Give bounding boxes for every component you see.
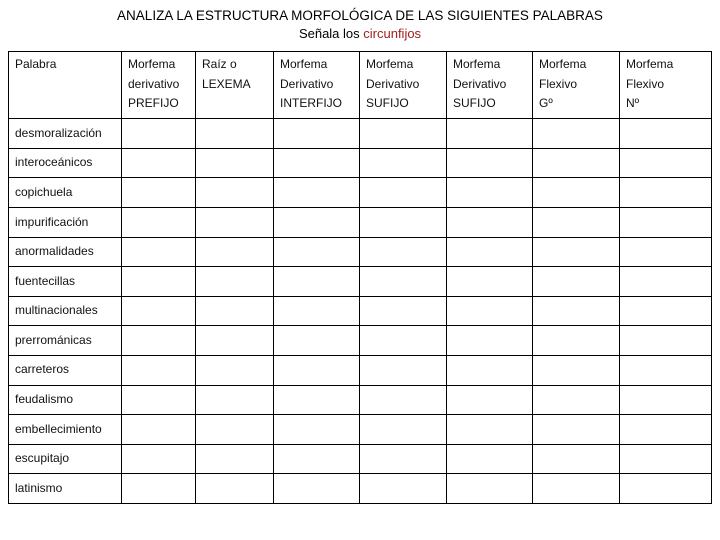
column-header-line: Morfema bbox=[539, 57, 587, 71]
subtitle-highlight: circunfijos bbox=[363, 26, 422, 41]
answer-cell[interactable] bbox=[620, 385, 712, 415]
answer-cell[interactable] bbox=[360, 208, 447, 238]
column-header-line: Palabra bbox=[15, 57, 57, 71]
column-header-line: Morfema bbox=[453, 57, 501, 71]
answer-cell[interactable] bbox=[196, 237, 274, 267]
column-header-line: Morfema bbox=[366, 57, 414, 71]
answer-cell[interactable] bbox=[447, 178, 533, 208]
answer-cell[interactable] bbox=[620, 148, 712, 178]
answer-cell[interactable] bbox=[360, 355, 447, 385]
answer-cell[interactable] bbox=[122, 208, 196, 238]
answer-cell[interactable] bbox=[533, 385, 620, 415]
column-header-line: Morfema bbox=[280, 57, 328, 71]
answer-cell[interactable] bbox=[620, 178, 712, 208]
answer-cell[interactable] bbox=[360, 148, 447, 178]
answer-cell[interactable] bbox=[620, 267, 712, 297]
answer-cell[interactable] bbox=[620, 237, 712, 267]
morphology-table bbox=[8, 51, 712, 504]
answer-cell[interactable] bbox=[447, 296, 533, 326]
word-cell: interoceánicos bbox=[9, 148, 122, 178]
answer-cell[interactable] bbox=[447, 208, 533, 238]
column-header-line: Morfema bbox=[626, 57, 674, 71]
answer-cell[interactable] bbox=[533, 267, 620, 297]
answer-cell[interactable] bbox=[360, 474, 447, 504]
column-header bbox=[196, 52, 274, 119]
column-header bbox=[274, 52, 360, 119]
answer-cell[interactable] bbox=[533, 237, 620, 267]
answer-cell[interactable] bbox=[447, 474, 533, 504]
word-cell: impurificación bbox=[9, 208, 122, 238]
column-header-line: Morfema bbox=[128, 57, 176, 71]
header-row bbox=[9, 52, 712, 119]
table-row bbox=[9, 415, 712, 445]
answer-cell[interactable] bbox=[274, 355, 360, 385]
word-cell: feudalismo bbox=[9, 385, 122, 415]
table-row bbox=[9, 267, 712, 297]
column-header bbox=[360, 52, 447, 119]
answer-cell[interactable] bbox=[274, 148, 360, 178]
answer-cell[interactable] bbox=[196, 415, 274, 445]
answer-cell[interactable] bbox=[122, 326, 196, 356]
answer-cell[interactable] bbox=[122, 237, 196, 267]
answer-cell[interactable] bbox=[360, 178, 447, 208]
column-header-line: derivativo bbox=[128, 76, 180, 91]
answer-cell[interactable] bbox=[122, 415, 196, 445]
column-header-line: Flexivo bbox=[539, 76, 578, 91]
answer-cell[interactable] bbox=[620, 119, 712, 149]
answer-cell[interactable] bbox=[274, 474, 360, 504]
answer-cell[interactable] bbox=[533, 208, 620, 238]
answer-cell[interactable] bbox=[274, 385, 360, 415]
answer-cell[interactable] bbox=[196, 178, 274, 208]
answer-cell[interactable] bbox=[274, 326, 360, 356]
answer-cell[interactable] bbox=[620, 355, 712, 385]
column-header bbox=[9, 52, 122, 119]
column-header bbox=[533, 52, 620, 119]
answer-cell[interactable] bbox=[360, 444, 447, 474]
answer-cell[interactable] bbox=[274, 237, 360, 267]
answer-cell[interactable] bbox=[620, 296, 712, 326]
column-header-line: PREFIJO bbox=[128, 96, 179, 110]
word-cell: copichuela bbox=[9, 178, 122, 208]
answer-cell[interactable] bbox=[533, 296, 620, 326]
column-header-line: LEXEMA bbox=[202, 76, 251, 91]
column-header-line: SUFIJO bbox=[453, 96, 496, 110]
worksheet-subtitle bbox=[0, 25, 720, 42]
answer-cell[interactable] bbox=[196, 267, 274, 297]
answer-cell[interactable] bbox=[360, 415, 447, 445]
table-row bbox=[9, 208, 712, 238]
column-header-line: Derivativo bbox=[280, 76, 334, 91]
word-cell: desmoralización bbox=[9, 119, 122, 149]
column-header-line: INTERFIJO bbox=[280, 96, 342, 110]
answer-cell[interactable] bbox=[533, 148, 620, 178]
answer-cell[interactable] bbox=[533, 415, 620, 445]
answer-cell[interactable] bbox=[447, 148, 533, 178]
subtitle-prefix: Señala los bbox=[298, 26, 364, 41]
answer-cell[interactable] bbox=[360, 237, 447, 267]
answer-cell[interactable] bbox=[620, 326, 712, 356]
word-cell: embellecimiento bbox=[9, 415, 122, 445]
table-row bbox=[9, 237, 712, 267]
answer-cell[interactable] bbox=[274, 444, 360, 474]
answer-cell[interactable] bbox=[122, 385, 196, 415]
answer-cell[interactable] bbox=[274, 119, 360, 149]
word-cell: latinismo bbox=[9, 474, 122, 504]
table-row bbox=[9, 474, 712, 504]
answer-cell[interactable] bbox=[447, 355, 533, 385]
answer-cell[interactable] bbox=[620, 474, 712, 504]
answer-cell[interactable] bbox=[447, 237, 533, 267]
answer-cell[interactable] bbox=[533, 178, 620, 208]
answer-cell[interactable] bbox=[274, 208, 360, 238]
column-header bbox=[447, 52, 533, 119]
answer-cell[interactable] bbox=[122, 119, 196, 149]
answer-cell[interactable] bbox=[274, 415, 360, 445]
column-header-line: Derivativo bbox=[453, 76, 507, 91]
word-cell: fuentecillas bbox=[9, 267, 122, 297]
answer-cell[interactable] bbox=[122, 148, 196, 178]
table-row bbox=[9, 178, 712, 208]
answer-cell[interactable] bbox=[360, 119, 447, 149]
word-cell: carreteros bbox=[9, 355, 122, 385]
table-row bbox=[9, 326, 712, 356]
column-header-line: SUFIJO bbox=[366, 96, 409, 110]
answer-cell[interactable] bbox=[196, 474, 274, 504]
answer-cell[interactable] bbox=[533, 326, 620, 356]
answer-cell[interactable] bbox=[620, 415, 712, 445]
answer-cell[interactable] bbox=[447, 385, 533, 415]
answer-cell[interactable] bbox=[196, 119, 274, 149]
answer-cell[interactable] bbox=[274, 178, 360, 208]
column-header bbox=[122, 52, 196, 119]
column-header-line: Raíz o bbox=[202, 57, 237, 71]
worksheet-title: ANALIZA LA ESTRUCTURA MORFOLÓGICA DE LAS SIGUIENTES PALABRAS bbox=[117, 8, 603, 23]
answer-cell[interactable] bbox=[122, 444, 196, 474]
answer-cell[interactable] bbox=[274, 267, 360, 297]
answer-cell[interactable] bbox=[360, 267, 447, 297]
answer-cell[interactable] bbox=[447, 119, 533, 149]
column-header bbox=[620, 52, 712, 119]
table-row bbox=[9, 355, 712, 385]
table-row bbox=[9, 385, 712, 415]
column-header-line: Gº bbox=[539, 96, 553, 110]
word-cell: escupitajo bbox=[9, 444, 122, 474]
table-row bbox=[9, 148, 712, 178]
answer-cell[interactable] bbox=[533, 474, 620, 504]
column-header-line: Derivativo bbox=[366, 76, 420, 91]
table-row bbox=[9, 119, 712, 149]
answer-cell[interactable] bbox=[533, 444, 620, 474]
answer-cell[interactable] bbox=[274, 296, 360, 326]
answer-cell[interactable] bbox=[620, 444, 712, 474]
column-header-line: Flexivo bbox=[626, 76, 665, 91]
answer-cell[interactable] bbox=[360, 385, 447, 415]
answer-cell[interactable] bbox=[122, 267, 196, 297]
answer-cell[interactable] bbox=[196, 326, 274, 356]
answer-cell[interactable] bbox=[122, 474, 196, 504]
answer-cell[interactable] bbox=[196, 355, 274, 385]
answer-cell[interactable] bbox=[196, 208, 274, 238]
answer-cell[interactable] bbox=[533, 355, 620, 385]
answer-cell[interactable] bbox=[122, 355, 196, 385]
answer-cell[interactable] bbox=[196, 148, 274, 178]
answer-cell[interactable] bbox=[196, 444, 274, 474]
answer-cell[interactable] bbox=[447, 326, 533, 356]
word-cell: prerrománicas bbox=[9, 326, 122, 356]
column-header-line: Nº bbox=[626, 96, 640, 110]
answer-cell[interactable] bbox=[122, 296, 196, 326]
word-cell: anormalidades bbox=[9, 237, 122, 267]
word-cell: multinacionales bbox=[9, 296, 122, 326]
table-row bbox=[9, 296, 712, 326]
answer-cell[interactable] bbox=[360, 326, 447, 356]
answer-cell[interactable] bbox=[196, 296, 274, 326]
answer-cell[interactable] bbox=[360, 296, 447, 326]
table-row bbox=[9, 444, 712, 474]
answer-cell[interactable] bbox=[447, 444, 533, 474]
answer-cell[interactable] bbox=[620, 208, 712, 238]
answer-cell[interactable] bbox=[196, 385, 274, 415]
answer-cell[interactable] bbox=[122, 178, 196, 208]
answer-cell[interactable] bbox=[533, 119, 620, 149]
answer-cell[interactable] bbox=[447, 415, 533, 445]
answer-cell[interactable] bbox=[447, 267, 533, 297]
